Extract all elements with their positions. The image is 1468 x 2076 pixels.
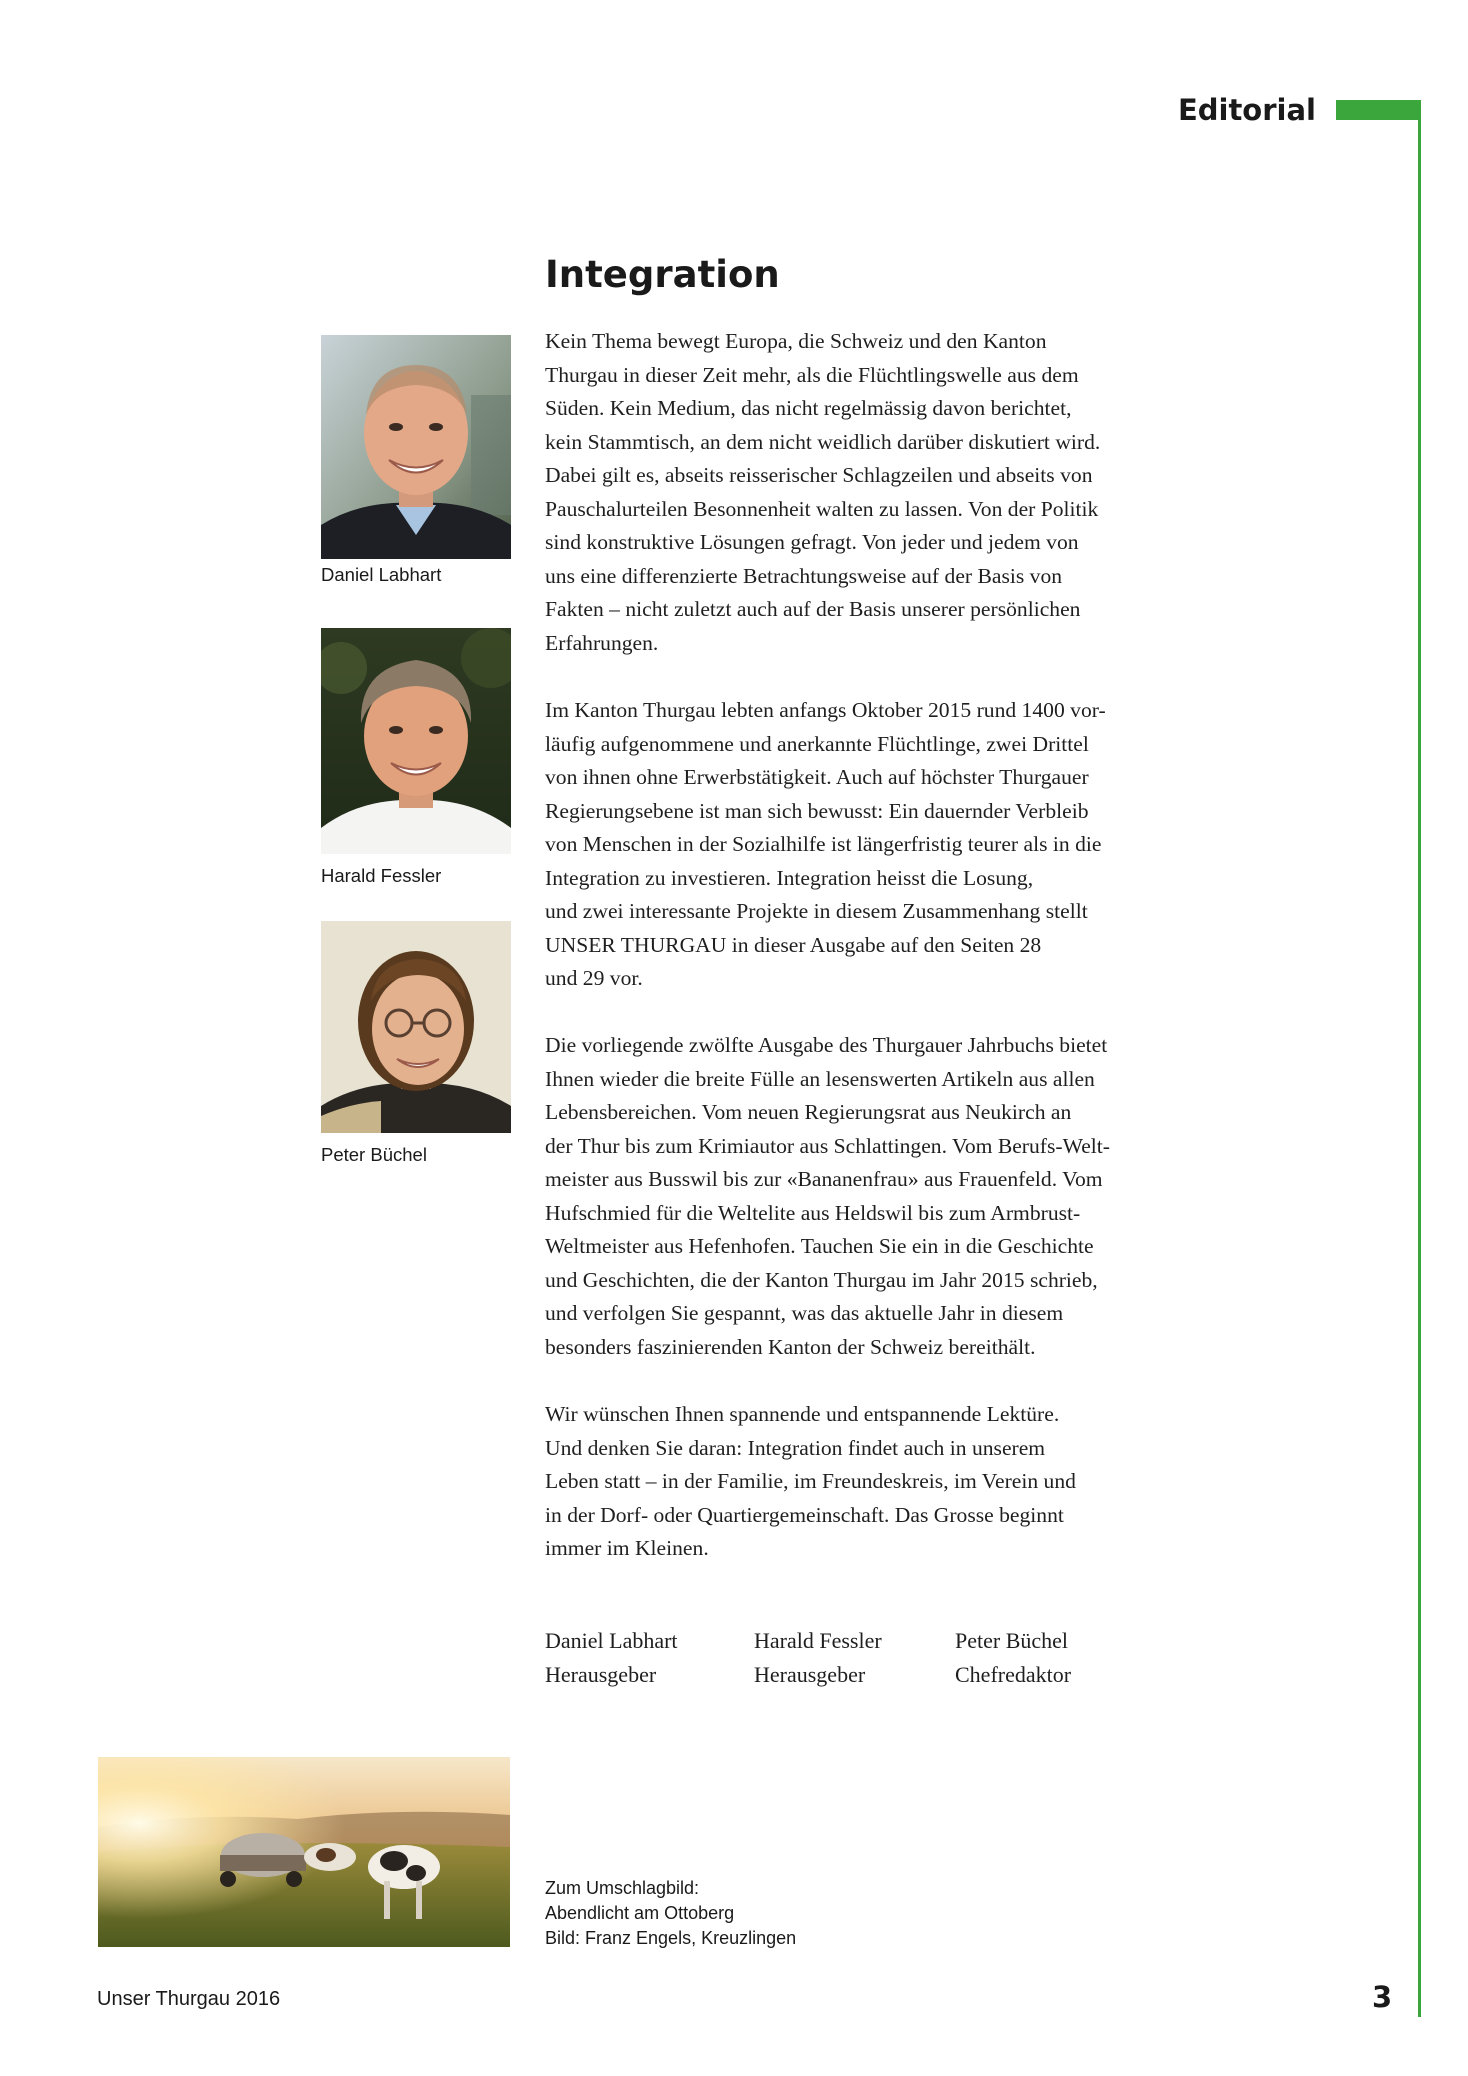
portrait-caption-3: Peter Büchel: [321, 1144, 427, 1165]
text-line: und Geschichten, die der Kanton Thurgau im Jahr 2015 schrieb,: [545, 1267, 1098, 1292]
text-line: Wir wünschen Ihnen spannende und entspannende Lektüre.: [545, 1402, 1060, 1426]
cover-photo: [98, 1757, 510, 1947]
article-paragraph-3: [545, 1029, 1215, 1364]
page-title: Integration: [545, 253, 780, 296]
text-line: in der Dorf- oder Quartiergemeinschaft. Das Grosse beginnt: [545, 1502, 1064, 1527]
signature-name: Harald Fessler: [754, 1628, 882, 1653]
text-line: Ihnen wieder die breite Fülle an lesenswerten Artikeln aus allen: [545, 1066, 1095, 1091]
text-line: Leben statt – in der Familie, im Freundeskreis, im Verein und: [545, 1469, 1076, 1493]
text-line: Die vorliegende zwölfte Ausgabe des Thurgauer Jahrbuchs bietet: [545, 1033, 1108, 1057]
portrait-photo-1: [321, 335, 511, 559]
text-line: Lebensbereichen. Vom neuen Regierungsrat aus Neukirch an: [545, 1100, 1072, 1124]
portrait-caption-1: Daniel Labhart: [321, 564, 442, 585]
text-line: und zwei interessante Projekte in diesem Zusammenhang stellt: [545, 899, 1088, 923]
text-line: Weltmeister aus Hefenhofen. Tauchen Sie ein in die Geschichte: [545, 1234, 1094, 1258]
text-line: Pauschalurteilen Besonnenheit walten zu lassen. Von der Politik: [545, 496, 1099, 521]
footer-publication: Unser Thurgau 2016: [97, 1988, 281, 2010]
text-line: und verfolgen Sie gespannt, was das aktuelle Jahr in diesem: [545, 1301, 1064, 1325]
cover-caption-line: Zum Umschlagbild:: [545, 1878, 700, 1898]
text-line: Erfahrungen.: [545, 630, 659, 655]
signature-1: [545, 1624, 678, 1691]
text-line: Im Kanton Thurgau lebten anfangs Oktober 2015 rund 1400 vor-: [545, 698, 1106, 722]
text-line: Süden. Kein Medium, das nicht regelmässig davon berichtet,: [545, 396, 1072, 420]
text-line: Dabei gilt es, abseits reisserischer Schlagzeilen und abseits von: [545, 463, 1093, 487]
text-line: uns eine differenzierte Betrachtungsweise auf der Basis von: [545, 563, 1063, 588]
text-line: kein Stammtisch, an dem nicht weidlich darüber diskutiert wird.: [545, 429, 1101, 454]
signature-name: Daniel Labhart: [545, 1628, 678, 1653]
cover-caption: [545, 1876, 945, 1951]
text-line: sind konstruktive Lösungen gefragt. Von jeder und jedem von: [545, 530, 1079, 554]
article-paragraph-1: [545, 325, 1215, 660]
text-line: Hufschmied für die Weltelite aus Heldswil bis zum Armbrust-: [545, 1200, 1081, 1225]
text-line: Fakten – nicht zuletzt auch auf der Basis unserer persönlichen: [545, 597, 1081, 621]
text-line: UNSER THURGAU in dieser Ausgabe auf den Seiten 28: [545, 932, 1042, 957]
text-line: von Menschen in der Sozialhilfe ist längerfristig teurer als in die: [545, 832, 1102, 856]
article-paragraph-4: [545, 1398, 1215, 1566]
text-line: Integration zu investieren. Integration heisst die Losung,: [545, 865, 1034, 890]
signature-3: [955, 1624, 1071, 1691]
text-line: immer im Kleinen.: [545, 1536, 709, 1560]
text-line: von ihnen ohne Erwerbstätigkeit. Auch auf höchster Thurgauer: [545, 765, 1089, 789]
signature-role: Herausgeber: [754, 1661, 866, 1687]
signature-2: [754, 1624, 882, 1691]
text-line: läufig aufgenommene und anerkannte Flüchtlinge, zwei Drittel: [545, 731, 1089, 756]
signature-role: Herausgeber: [545, 1661, 657, 1687]
portrait-caption-2: Harald Fessler: [321, 865, 442, 886]
section-label: Editorial: [1177, 93, 1316, 127]
portrait-photo-2: [321, 628, 511, 854]
text-line: Thurgau in dieser Zeit mehr, als die Flüchtlingswelle aus dem: [545, 362, 1079, 387]
article-paragraph-2: [545, 694, 1215, 996]
text-line: meister aus Busswil bis zur «Bananenfrau» aus Frauenfeld. Vom: [545, 1167, 1103, 1191]
margin-rule: [1418, 100, 1421, 2017]
text-line: Regierungsebene ist man sich bewusst: Ein dauernder Verbleib: [545, 798, 1089, 823]
text-line: der Thur bis zum Krimiautor aus Schlattingen. Vom Berufs-Welt-: [545, 1133, 1110, 1158]
text-line: und 29 vor.: [545, 966, 643, 990]
cover-caption-line: Bild: Franz Engels, Kreuzlingen: [545, 1928, 797, 1948]
signature-role: Chefredaktor: [955, 1661, 1072, 1687]
cover-caption-line: Abendlicht am Ottoberg: [545, 1903, 735, 1923]
signature-name: Peter Büchel: [955, 1628, 1069, 1653]
page-number: 3: [1372, 1980, 1393, 2014]
section-accent-bar: [1336, 100, 1421, 120]
text-line: Und denken Sie daran: Integration findet auch in unserem: [545, 1435, 1046, 1460]
text-line: Kein Thema bewegt Europa, die Schweiz und den Kanton: [545, 329, 1047, 353]
text-line: besonders faszinierenden Kanton der Schweiz bereithält.: [545, 1334, 1036, 1359]
portrait-photo-3: [321, 921, 511, 1133]
